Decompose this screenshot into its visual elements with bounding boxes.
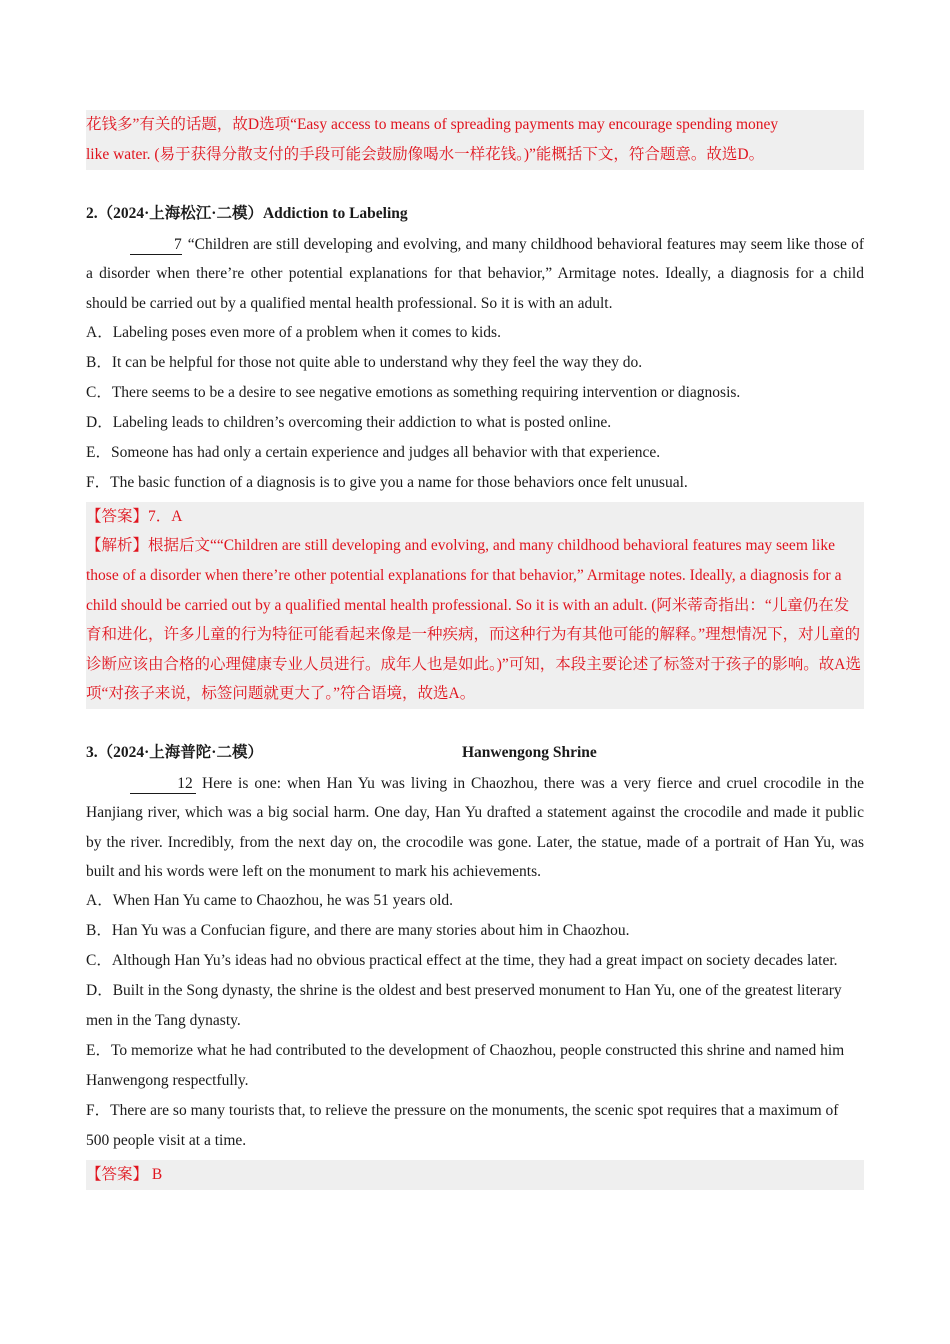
question-2-title: 2.（2024·上海松江·二模）Addiction to Labeling [86,205,408,222]
option-a [86,886,864,916]
option-text: There seems to be a desire to see negative emotions as something requiring intervention or diagnosis. [111,383,741,401]
answer-line [86,502,864,532]
option-f [86,468,864,498]
option-letter: A． [86,892,113,910]
answer-tag: 【答案】 [86,507,149,525]
option-letter: D． [86,413,113,431]
option-text: It can be helpful for those not quite able to understand why they feel the way they do. [111,353,643,371]
option-letter: F． [86,473,111,491]
option-letter: C． [86,952,112,970]
question-2-answer-block [86,502,864,709]
option-e [86,1036,864,1096]
option-letter: C． [86,383,112,401]
answer-line [86,1160,864,1190]
option-text: Labeling poses even more of a problem when it comes to kids. [112,323,501,341]
question-3-title: Hanwengong Shrine [462,744,597,762]
answer-tag: 【答案】 [86,1166,149,1184]
option-letter: B． [86,922,112,940]
document-content [86,110,864,1190]
option-letter: A． [86,323,113,341]
option-letter: F． [86,1102,111,1120]
option-d [86,408,864,438]
option-text: Built in the Song dynasty, the shrine is the oldest and best preserved monument to Han Yu, one of the greatest literary men in the Tang dynasty. [86,982,842,1030]
option-text: When Han Yu came to Chaozhou, he was 51 years old. [112,892,454,910]
option-c [86,946,864,976]
passage-text: “Children are still developing and evolving, and many childhood behavioral features may seem like those of a disorder when there’re other potential explanations for that behavior,” Armitage notes. Ideally, a diagnosis for a child should be carried out by a qualified mental health professional. So it is with an adult. [86,236,864,312]
question-3-source: 3.（2024·上海普陀·二模） [86,744,263,762]
answer-blank: 12 [130,775,196,794]
option-c [86,378,864,408]
option-a [86,318,864,348]
option-letter: E． [86,1042,111,1060]
analysis-text-block [86,531,864,709]
analysis-line: 花钱多”有关的话题，故D选项“Easy access to means of spreading payments may encourage spending money [86,116,779,133]
previous-analysis-continuation [86,110,864,170]
option-text: There are so many tourists that, to relieve the pressure on the monuments, the scenic spot requires that a maximum of 500 people visit at a time. [86,1102,839,1150]
question-2-header [86,200,864,228]
question-2-options [86,318,864,498]
option-b [86,348,864,378]
option-text: To memorize what he had contributed to the development of Chaozhou, people constructed this shrine and named him Hanwengong respectfully. [86,1042,845,1090]
answer-blank: 7 [130,236,182,255]
option-f [86,1096,864,1156]
question-2-passage [86,230,864,318]
option-d [86,976,864,1036]
answer-value: B [148,1166,163,1184]
analysis-line: like water. (易于获得分散支付的手段可能会鼓励像喝水一样花钱。)”能概括下文，符合题意。故选D。 [86,146,765,163]
question-3-passage [86,769,864,886]
option-letter: B． [86,353,112,371]
option-b [86,916,864,946]
answer-value: 7．A [148,507,183,525]
option-text: Someone has had only a certain experience and judges all behavior with that experience. [110,443,661,461]
analysis-tag: 【解析】 [86,537,149,555]
option-e [86,438,864,468]
question-3-header [86,739,864,767]
question-3-options [86,886,864,1156]
question-3-answer-block [86,1160,864,1190]
option-text: The basic function of a diagnosis is to give you a name for those behaviors once felt unusual. [110,473,688,491]
option-letter: E． [86,443,111,461]
option-text: Labeling leads to children’s overcoming their addiction to what is posted online. [112,413,612,431]
option-text: Although Han Yu’s ideas had no obvious practical effect at the time, they had a great impact on society decades later. [111,952,838,970]
option-letter: D． [86,982,113,1000]
analysis-text: 根据后文““Children are still developing and evolving, and many childhood behavioral features may seem like those of a disorder when there’re other potential explanations for that behavior,” Armitage notes. Ideally, a diagnosis for a child should be carried out by a qualified mental health professional. So it is with an adult. (阿米蒂奇指出：“儿童仍在发育和进化，许多儿童的行为特征可能看起来像是一种疾病，而这种行为有其他可能的解释。”理想情况下，对儿童的诊断应该由合格的心理健康专业人员进行。成年人也是如此。)”可知，本段主要论述了标签对于孩子的影响。故A选项“对孩子来说，标签问题就更大了。”符合语境，故选A。 [86,537,861,703]
passage-text: Here is one: when Han Yu was living in Chaozhou, there was a very fierce and cruel crocodile in the Hanjiang river, which was a big social harm. One day, Han Yu drafted a statement against the crocodile and made it public by the river. Incredibly, from the next day on, the crocodile was gone. Later, the statue, made of a portrait of Han Yu, was built and his words were left on the monument to mark his achievements. [86,775,864,880]
option-text: Han Yu was a Confucian figure, and there are many stories about him in Chaozhou. [111,922,630,940]
